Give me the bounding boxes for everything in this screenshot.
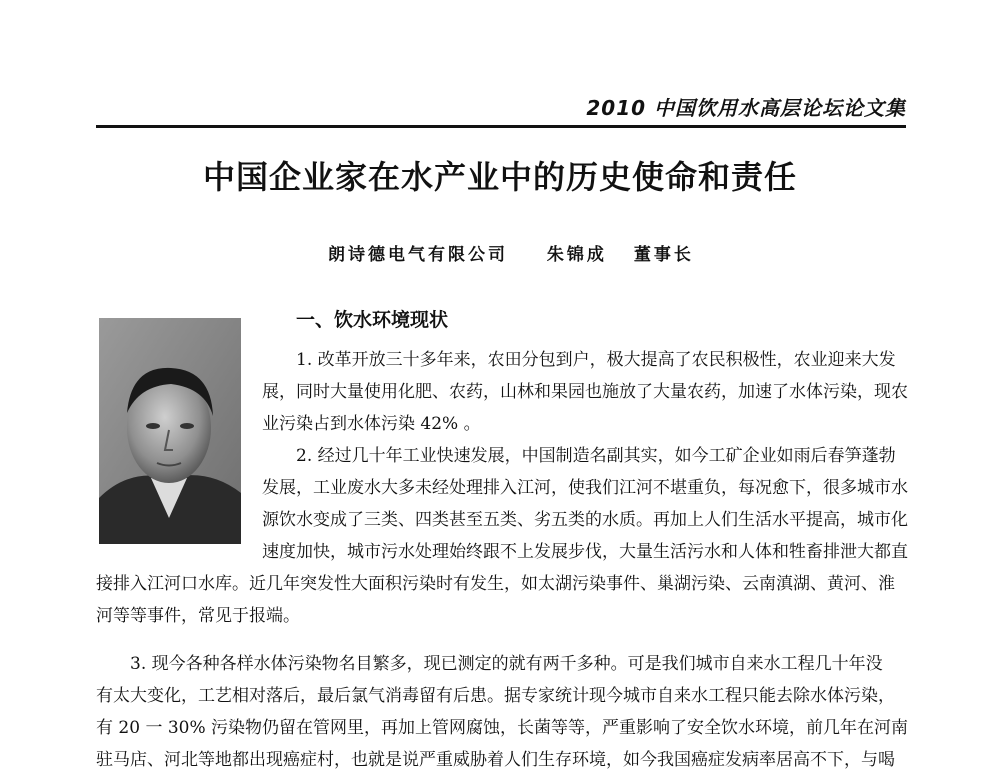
paragraph-line: 3. 现今各种各样水体污染物名目繁多，现已测定的就有两千多种。可是我们城市自来水工程几十年没 — [130, 654, 883, 674]
paragraph-line: 1. 改革开放三十多年来，农田分包到户，极大提高了农民积极性，农业迎来大发 — [296, 350, 896, 370]
header-rule — [96, 125, 906, 128]
author-name: 朱锦成 — [546, 245, 607, 265]
section-heading: 一、饮水环境现状 — [296, 309, 449, 331]
paragraph-line: 速度加快，城市污水处理始终跟不上发展步伐，大量生活污水和人体和牲畜排泄大都直 — [262, 542, 908, 562]
paragraph-line: 发展，工业废水大多未经处理排入江河，使我们江河不堪重负，每况愈下，很多城市水 — [262, 478, 908, 498]
paragraph-line: 驻马店、河北等地都出现癌症村，也就是说严重威胁着人们生存环境，如今我国癌症发病率居高不下，与喝 — [96, 750, 895, 770]
paragraph-line: 接排入江河口水库。近几年突发性大面积污染时有发生，如太湖污染事件、巢湖污染、云南滇湖、黄河、淮 — [96, 574, 895, 594]
paragraph-line: 有 20 一 30% 污染物仍留在管网里，再加上管网腐蚀，长菌等等，严重影响了安全饮水环境，前几年在河南 — [96, 718, 909, 738]
paragraph-line: 有太大变化，工艺相对落后，最后氯气消毒留有后患。据专家统计现今城市自来水工程只能去除水体污染， — [96, 686, 895, 706]
paragraph-line: 源饮水变成了三类、四类甚至五类、劣五类的水质。再加上人们生活水平提高，城市化 — [262, 510, 908, 530]
author-position: 董事长 — [633, 245, 694, 265]
paragraph-line: 2. 经过几十年工业快速发展，中国制造名副其实，如今工矿企业如雨后春笋蓬勃 — [296, 446, 896, 466]
article-title: 中国企业家在水产业中的历史使命和责任 — [202, 158, 797, 196]
running-header: 2010 中国饮用水高层论坛论文集 — [586, 96, 906, 120]
paragraph-line: 展，同时大量使用化肥、农药，山林和果园也施放了大量农药，加速了水体污染，现农 — [262, 382, 908, 402]
paragraph-line: 河等等事件，常见于报端。 — [96, 606, 300, 626]
byline — [328, 240, 694, 265]
paragraph-3 — [96, 648, 910, 776]
paragraph-2-continued — [96, 568, 910, 632]
paragraph-2 — [262, 440, 910, 568]
paragraph-line: 业污染占到水体污染 42% 。 — [262, 414, 481, 434]
author-photo — [99, 318, 241, 544]
author-organization: 朗诗德电气有限公司 — [328, 245, 508, 265]
paragraph-1 — [262, 344, 910, 440]
